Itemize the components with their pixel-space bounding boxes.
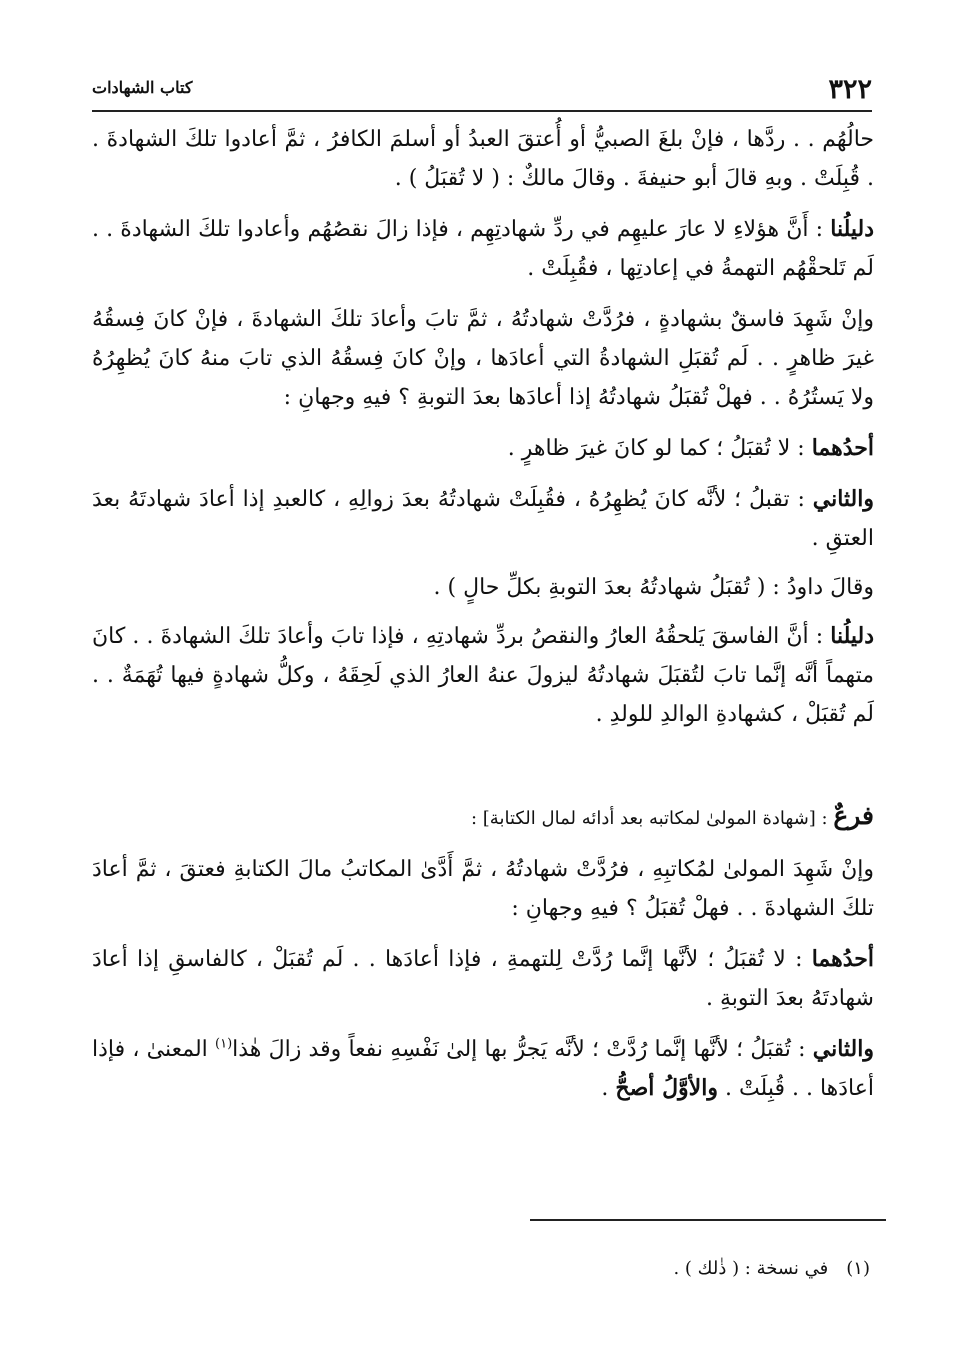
paragraph-text: : أنَّ الفاسقَ يَلحقُهُ العارُ والنقصُ بردِّ شهادتِهِ ، فإذا تابَ وأعادَ تلكَ الشهادةَ . . كانَ متهماً أنَّه إنَّما تابَ لتُقبَلَ شهادتُهُ ليزولَ عنهُ العارُ الذي لَحِقَهُ ، وكلُّ شهادةٍ فيها تُهَمَةٌ . . لَم تُقبَلْ ، كشهادةِ الوالدِ للولدِ . — [92, 624, 874, 727]
footnote-reference[interactable]: (١) — [215, 1036, 233, 1052]
paragraph-label: دليلُنا — [830, 216, 874, 242]
paragraph-text: وإنْ شَهِدَ فاسقٌ بشهادةٍ ، فرُدَّتْ شهادتُهُ ، ثمَّ تابَ وأعادَ تلكَ الشهادةَ ، فإنْ كانَ فِسقُهُ غيرَ ظاهرٍ . . لَم تُقبَلِ الشهادةُ التي أعادَها ، وإنْ كانَ فِسقُهُ الذي تابَ منهُ كانَ يُظهِرُهُ ولا يَستُرُهُ . . فهلْ تُقبَلُ شهادتُهُ إذا أعادَها بعدَ التوبةِ ؟ فيهِ وجهانِ : — [92, 307, 874, 410]
paragraph-ending: . — [601, 1076, 616, 1101]
paragraph-text: : لا تُقبَلُ ؛ لأنَّها إنَّما رُدَّتْ لِلتهمةِ ، فإذا أعادَها . . لَم تُقبَلْ ، كالفاسقِ إذا أعادَ شهادتَهُ بعدَ التوبةِ . — [92, 947, 874, 1011]
paragraph-text: حالُهُم . . ردَّها ، فإنْ بلغَ الصبيُّ أو أُعتقَ العبدُ أو أسلمَ الكافرُ ، ثمَّ أعادوا تلكَ الشهادةَ . . قُبِلَتْ . وبهِ قالَ أبو حنيفةَ . وقالَ مالكٌ : ( لا تُقبَلُ ) . — [92, 127, 874, 191]
page-body — [92, 120, 874, 1120]
section-label: فرعٌ — [833, 801, 874, 830]
section-title: : [شهادة المولىٰ لمكاتبه بعد أدائه لمال الكتابة] : — [470, 808, 834, 829]
paragraph-label: والثاني — [812, 1036, 874, 1062]
section-heading — [92, 796, 874, 838]
paragraph — [92, 300, 874, 417]
paragraph-text: : تقبلُ ؛ لأنَّه كانَ يُظهِرُهُ ، فقُبِلَتْ شهادتُهُ بعدَ زوالِهِ ، كالعبدِ إذا أعادَ شهادتَهُ بعدَ العتقِ . — [92, 487, 874, 551]
paragraph-label: دليلُنا — [830, 623, 874, 649]
paragraph-text: : لا تُقبَلُ ؛ كما لو كانَ غيرَ ظاهرٍ . — [507, 436, 812, 461]
page-header — [92, 74, 872, 112]
paragraph-label: والثاني — [812, 486, 874, 512]
footnote-text: في نسخة : ( ذٰلك ) . — [673, 1258, 829, 1279]
paragraph-label: أحدُهما — [811, 435, 874, 461]
page-number: ٣٢٢ — [828, 74, 872, 105]
conclusion-text: والأوَّلُ أصحُّ — [615, 1075, 718, 1101]
paragraph — [92, 120, 874, 198]
paragraph — [92, 617, 874, 734]
paragraph — [92, 210, 874, 288]
paragraph — [92, 568, 874, 607]
running-title: كتاب الشهادات — [92, 78, 193, 97]
footnote — [92, 1258, 870, 1279]
footnote-divider — [530, 1219, 886, 1221]
footnote-marker: (١) — [846, 1258, 870, 1279]
paragraph — [92, 429, 874, 468]
paragraph — [92, 940, 874, 1018]
paragraph-label: أحدُهما — [811, 946, 874, 972]
paragraph — [92, 1030, 874, 1108]
paragraph — [92, 850, 874, 928]
paragraph-text: المعنىٰ ، فإذا أعادَها . . قُبِلَتْ . — [92, 1037, 874, 1101]
paragraph — [92, 480, 874, 558]
section-spacer — [92, 746, 874, 796]
paragraph-text: : تُقبَلُ ؛ لأنَّها إنَّما رُدَّتْ ؛ لأنَّه يَجرُّ بها إلىٰ نَفْسِهِ نفعاً وقد زالَ هٰذا — [232, 1037, 813, 1062]
paragraph-text: وقالَ داودُ : ( تُقبَلُ شهادتُهُ بعدَ التوبةِ بكلِّ حالٍ ) . — [433, 575, 874, 600]
paragraph-text: وإنْ شَهِدَ المولىٰ لمُكاتبِهِ ، فرُدَّتْ شهادتُهُ ، ثمَّ أَدَّىٰ المكاتبُ مالَ الكتابةِ فعتقَ ، ثمَّ أعادَ تلكَ الشهادةَ . . فهلْ تُقبَلُ ؟ فيهِ وجهانِ : — [92, 857, 874, 921]
paragraph-text: : أَنَّ هؤلاءِ لا عارَ عليهِم في ردِّ شهادتِهِم ، فإذا زالَ نقصُهُم وأعادوا تلكَ الشهادةَ . . لَم تَلحقْهُم التهمةُ في إعادتِها ، فقُبِلَتْ . — [92, 217, 874, 281]
